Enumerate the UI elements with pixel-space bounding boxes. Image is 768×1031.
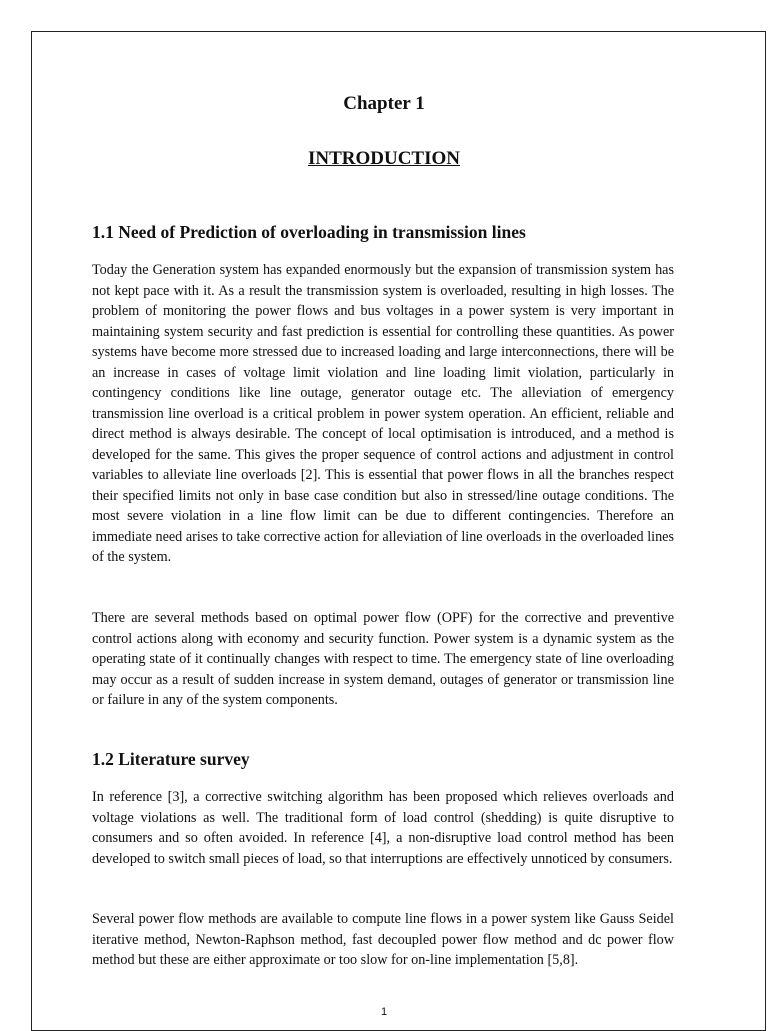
paragraph-1-1-a: Today the Generation system has expanded enormously but the expansion of transmission system has not kept pace with it. As a result the transmission system is overloaded, resulting in high losses. The problem of monitoring the power flows and bus voltages in a power system is very important in maintaining system security and fast prediction is essential for controlling these quantities. As power systems have become more stressed due to increased loading and large interconnections, there will be an increase in cases of voltage limit violation and line loading limit violation, particularly in contingency conditions like line outage, generator outage etc. The alleviation of emergency transmission line overload is a critical problem in power system operation. An efficient, reliable and direct method is always desirable. The concept of local optimisation is introduced, and a method is developed for the same. This gives the proper sequence of control actions and adjustment in control variables to alleviate line overloads [2]. This is essential that power flows in all the branches respect their specified limits not only in base case condition but also in stressed/line outage conditions. The most severe violation in a line flow limit can be due to different contingencies. Therefore an immediate need arises to take corrective action for alleviation of line overloads in the overloaded lines of the system.	[92, 262, 674, 565]
section-heading-1-1: 1.1 Need of Prediction of overloading in transmission lines	[92, 222, 526, 242]
chapter-title: INTRODUCTION	[307, 148, 461, 169]
chapter-label: Chapter 1	[343, 93, 425, 114]
paragraph-1-2-a: In reference [3], a corrective switching algorithm has been proposed which relieves overloads and voltage violations as well. The traditional form of load control (shedding) is quite disruptive to consumers and so often avoided. In reference [4], a non-disruptive load control method has been developed to switch small pieces of load, so that interruptions are effectively unnoticed by consumers.	[92, 789, 674, 867]
paragraph-1-2-b: Several power flow methods are available to compute line flows in a power system like Gauss Seidel iterative method, Newton-Raphson method, fast decoupled power flow method and dc power flow method but these are either approximate or too slow for on-line implementation [5,8].	[92, 911, 674, 968]
paragraph-1-1-b: There are several methods based on optimal power flow (OPF) for the corrective and preventive control actions along with economy and security function. Power system is a dynamic system as the operating state of it continually changes with respect to time. The emergency state of line overloading may occur as a result of sudden increase in system demand, outages of generator or transmission line or failure in any of the system components.	[92, 610, 674, 708]
page-number: 1	[380, 1006, 388, 1018]
section-heading-1-2: 1.2 Literature survey	[92, 749, 250, 769]
